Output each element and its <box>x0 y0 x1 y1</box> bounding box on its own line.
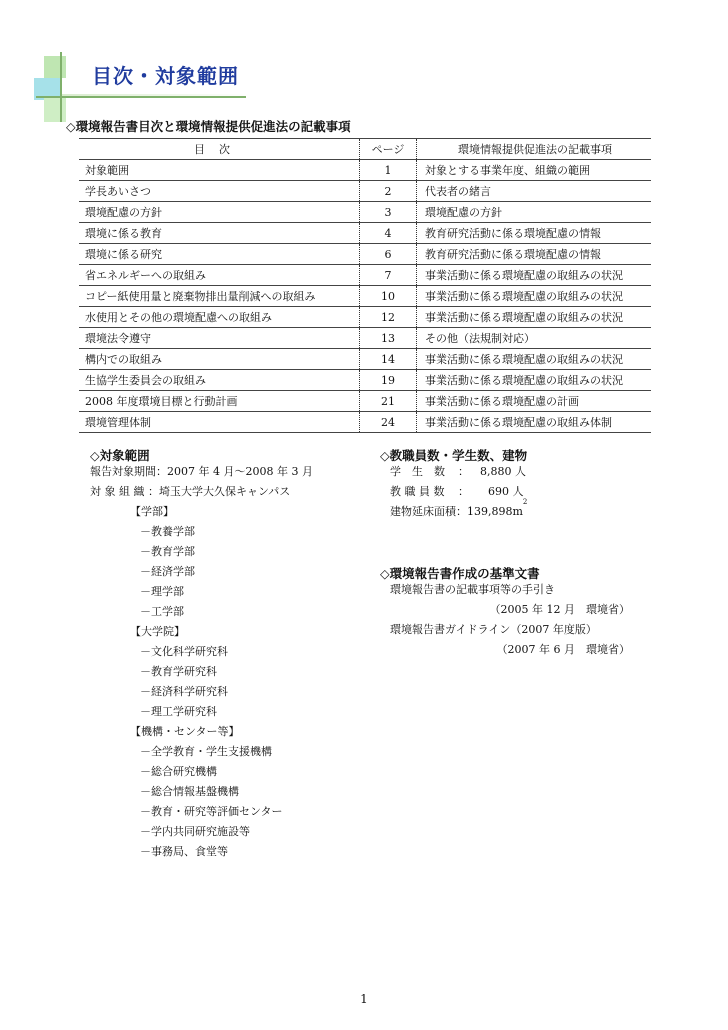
toc-page: 24 <box>360 412 417 433</box>
grad-label: 【大学院】 <box>130 625 185 638</box>
org-item: －総合研究機構 <box>140 765 217 778</box>
staff-sep: ： <box>458 485 469 498</box>
toc-contents: 対象範囲 <box>79 160 360 181</box>
toc-law: 対象とする事業年度、組織の範囲 <box>417 160 652 181</box>
org-label: 【機構・センター等】 <box>130 725 240 738</box>
standard-doc2: 環境報告書ガイドライン（2007 年度版） <box>390 623 597 636</box>
toc-row <box>79 265 651 286</box>
toc-law: 事業活動に係る環境配慮の取組み体制 <box>417 412 652 433</box>
toc-row <box>79 202 651 223</box>
floor-sup: 2 <box>522 498 528 506</box>
toc-heading: ◇環境報告書目次と環境情報提供促進法の記載事項 <box>66 119 351 134</box>
decoration-block <box>44 56 66 78</box>
grad-item: －経済科学研究科 <box>140 685 228 698</box>
toc-page: 19 <box>360 370 417 391</box>
scope-heading: ◇対象範囲 <box>90 448 150 463</box>
standards-heading: ◇環境報告書作成の基準文書 <box>380 566 540 581</box>
toc-row <box>79 349 651 370</box>
scope-period: 報告対象期間：2007 年 4 月～2008 年 3 月 <box>90 465 313 478</box>
toc-contents: 水使用とその他の環境配慮への取組み <box>79 307 360 328</box>
toc-page: 3 <box>360 202 417 223</box>
staff-row <box>390 482 527 502</box>
floor-label: 建物延床面積：139,898m <box>390 505 523 518</box>
toc-contents: 環境に係る教育 <box>79 223 360 244</box>
toc-row <box>79 412 651 433</box>
toc-page: 1 <box>360 160 417 181</box>
faculty-list <box>90 522 313 622</box>
toc-contents: 2008 年度環境目標と行動計画 <box>79 391 360 412</box>
toc-contents: 環境管理体制 <box>79 412 360 433</box>
grad-item: －理工学研究科 <box>140 705 217 718</box>
stats-block <box>390 462 527 522</box>
toc-law: 事業活動に係る環境配慮の取組みの状況 <box>417 307 652 328</box>
toc-page: 7 <box>360 265 417 286</box>
grad-list <box>90 642 313 722</box>
students-row <box>390 462 527 482</box>
stats-heading: ◇教職員数・学生数、建物 <box>380 448 528 463</box>
faculty-item: －教養学部 <box>140 525 195 538</box>
decoration-block <box>44 98 66 122</box>
scope-org: 対 象 組 織 ：埼玉大学大久保キャンパス <box>90 485 291 498</box>
standard-doc2-source: （2007 年 6 月 環境省） <box>496 643 630 656</box>
scope-block <box>90 462 313 862</box>
students-sep: ： <box>458 465 469 478</box>
standard-doc1: 環境報告書の記載事項等の手引き <box>390 583 555 596</box>
toc-row <box>79 223 651 244</box>
toc-row <box>79 181 651 202</box>
toc-body <box>79 160 651 433</box>
org-list <box>90 742 313 862</box>
toc-law: 代表者の緒言 <box>417 181 652 202</box>
toc-row <box>79 391 651 412</box>
toc-law: 事業活動に係る環境配慮の取組みの状況 <box>417 265 652 286</box>
faculty-label: 【学部】 <box>130 505 174 518</box>
staff-value: 690 人 <box>488 485 524 498</box>
standards-block <box>390 580 630 660</box>
toc-row <box>79 370 651 391</box>
toc-law: 事業活動に係る環境配慮の取組みの状況 <box>417 349 652 370</box>
toc-page: 6 <box>360 244 417 265</box>
toc-page: 10 <box>360 286 417 307</box>
toc-page: 12 <box>360 307 417 328</box>
toc-law: その他（法規制対応） <box>417 328 652 349</box>
toc-contents: 省エネルギーへの取組み <box>79 265 360 286</box>
toc-row <box>79 328 651 349</box>
toc-contents: 学長あいさつ <box>79 181 360 202</box>
staff-label: 教 職 員 数 <box>390 485 445 498</box>
toc-page: 14 <box>360 349 417 370</box>
org-item: －事務局、食堂等 <box>140 845 228 858</box>
toc-law: 事業活動に係る環境配慮の取組みの状況 <box>417 370 652 391</box>
toc-page: 13 <box>360 328 417 349</box>
page-title: 目次・対象範囲 <box>92 64 239 88</box>
org-item: －総合情報基盤機構 <box>140 785 239 798</box>
students-label: 学 生 数 <box>390 465 445 478</box>
faculty-item: －工学部 <box>140 605 184 618</box>
decoration-line <box>36 96 246 98</box>
toc-contents: 構内での取組み <box>79 349 360 370</box>
toc-header-row <box>79 139 651 160</box>
faculty-item: －経済学部 <box>140 565 195 578</box>
toc-law: 環境配慮の方針 <box>417 202 652 223</box>
toc-contents: 環境法令遵守 <box>79 328 360 349</box>
toc-col-page: ページ <box>360 139 417 160</box>
toc-col-law: 環境情報提供促進法の記載事項 <box>417 139 652 160</box>
org-item: －全学教育・学生支援機構 <box>140 745 272 758</box>
grad-item: －文化科学研究科 <box>140 645 228 658</box>
toc-law: 教育研究活動に係る環境配慮の情報 <box>417 244 652 265</box>
toc-table <box>79 138 651 433</box>
toc-row <box>79 286 651 307</box>
toc-contents: 環境配慮の方針 <box>79 202 360 223</box>
toc-contents: 環境に係る研究 <box>79 244 360 265</box>
org-item: －教育・研究等評価センター <box>140 805 283 818</box>
standard-doc1-source: （2005 年 12 月 環境省） <box>489 603 630 616</box>
toc-page: 2 <box>360 181 417 202</box>
toc-page: 4 <box>360 223 417 244</box>
toc-contents: 生協学生委員会の取組み <box>79 370 360 391</box>
page-number: 1 <box>360 992 368 1006</box>
toc-row <box>79 244 651 265</box>
faculty-item: －理学部 <box>140 585 184 598</box>
decoration-line <box>60 52 62 122</box>
toc-law: 教育研究活動に係る環境配慮の情報 <box>417 223 652 244</box>
toc-law: 事業活動に係る環境配慮の計画 <box>417 391 652 412</box>
faculty-item: －教育学部 <box>140 545 195 558</box>
toc-col-contents: 目次 <box>79 139 360 160</box>
toc-row <box>79 160 651 181</box>
toc-page: 21 <box>360 391 417 412</box>
floor-row <box>390 498 528 522</box>
toc-contents: コピー紙使用量と廃棄物排出量削減への取組み <box>79 286 360 307</box>
grad-item: －教育学研究科 <box>140 665 217 678</box>
students-value: 8,880 人 <box>480 465 526 478</box>
toc-row <box>79 307 651 328</box>
toc-law: 事業活動に係る環境配慮の取組みの状況 <box>417 286 652 307</box>
org-item: －学内共同研究施設等 <box>140 825 250 838</box>
